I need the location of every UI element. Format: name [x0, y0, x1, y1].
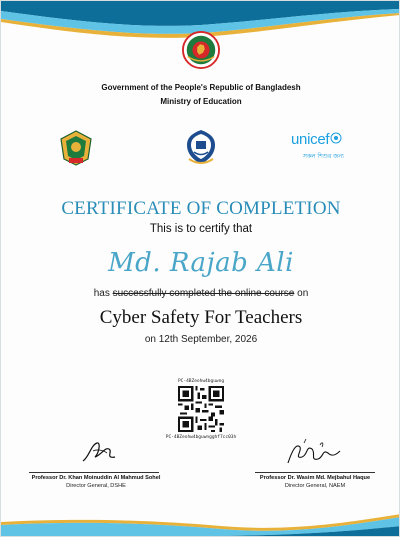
course-name: Cyber Safety For Teachers: [99, 307, 303, 328]
completion-prefix: has: [93, 288, 113, 299]
verification-code-top: PC-4BZeohw4bguwng: [177, 379, 225, 384]
completion-struck-text: successfully completed the online course: [112, 288, 295, 299]
dshe-emblem-icon: [59, 129, 93, 167]
unicef-tagline: সকল শিশুর জন্য: [303, 153, 344, 160]
unicef-logo: [291, 131, 371, 165]
qr-code-icon[interactable]: [178, 386, 224, 432]
ministry-name: Ministry of Education: [160, 97, 242, 106]
signatory-right-name: Professor Dr. Wasim Md. Mejbahul Haque: [259, 475, 371, 481]
signature-line-right: [255, 472, 375, 473]
bottom-wave-decoration: [1, 496, 400, 536]
government-name: Government of the People's Republic of Bangladesh: [101, 83, 301, 92]
signature-line-left: [29, 472, 159, 473]
unicef-globe-icon: [330, 132, 342, 144]
signature-left-icon: [79, 437, 119, 467]
verification-code-bottom: PC-4BZeohw4bguwngghf7cc03h: [165, 435, 237, 440]
completion-statement: [1, 288, 400, 299]
recipient-name: Md. Rajab Ali: [108, 248, 294, 278]
certify-text: This is to certify that: [149, 223, 253, 235]
signature-right-icon: [284, 437, 344, 469]
unicef-wordmark: unicef: [291, 131, 330, 148]
completion-suffix: on: [294, 288, 309, 299]
signatory-left-name: Professor Dr. Khan Moinuddin Al Mahmud Sohel: [31, 475, 161, 481]
bangladesh-seal-icon: [182, 31, 220, 69]
naem-emblem-icon: [185, 129, 217, 165]
completion-date: on 12th September, 2026: [144, 334, 258, 345]
signatory-left-title: Director General, DSHE: [66, 483, 126, 489]
certificate-title: CERTIFICATE OF COMPLETION: [61, 198, 341, 219]
signatory-right-title: Director General, NAEM: [284, 483, 346, 489]
